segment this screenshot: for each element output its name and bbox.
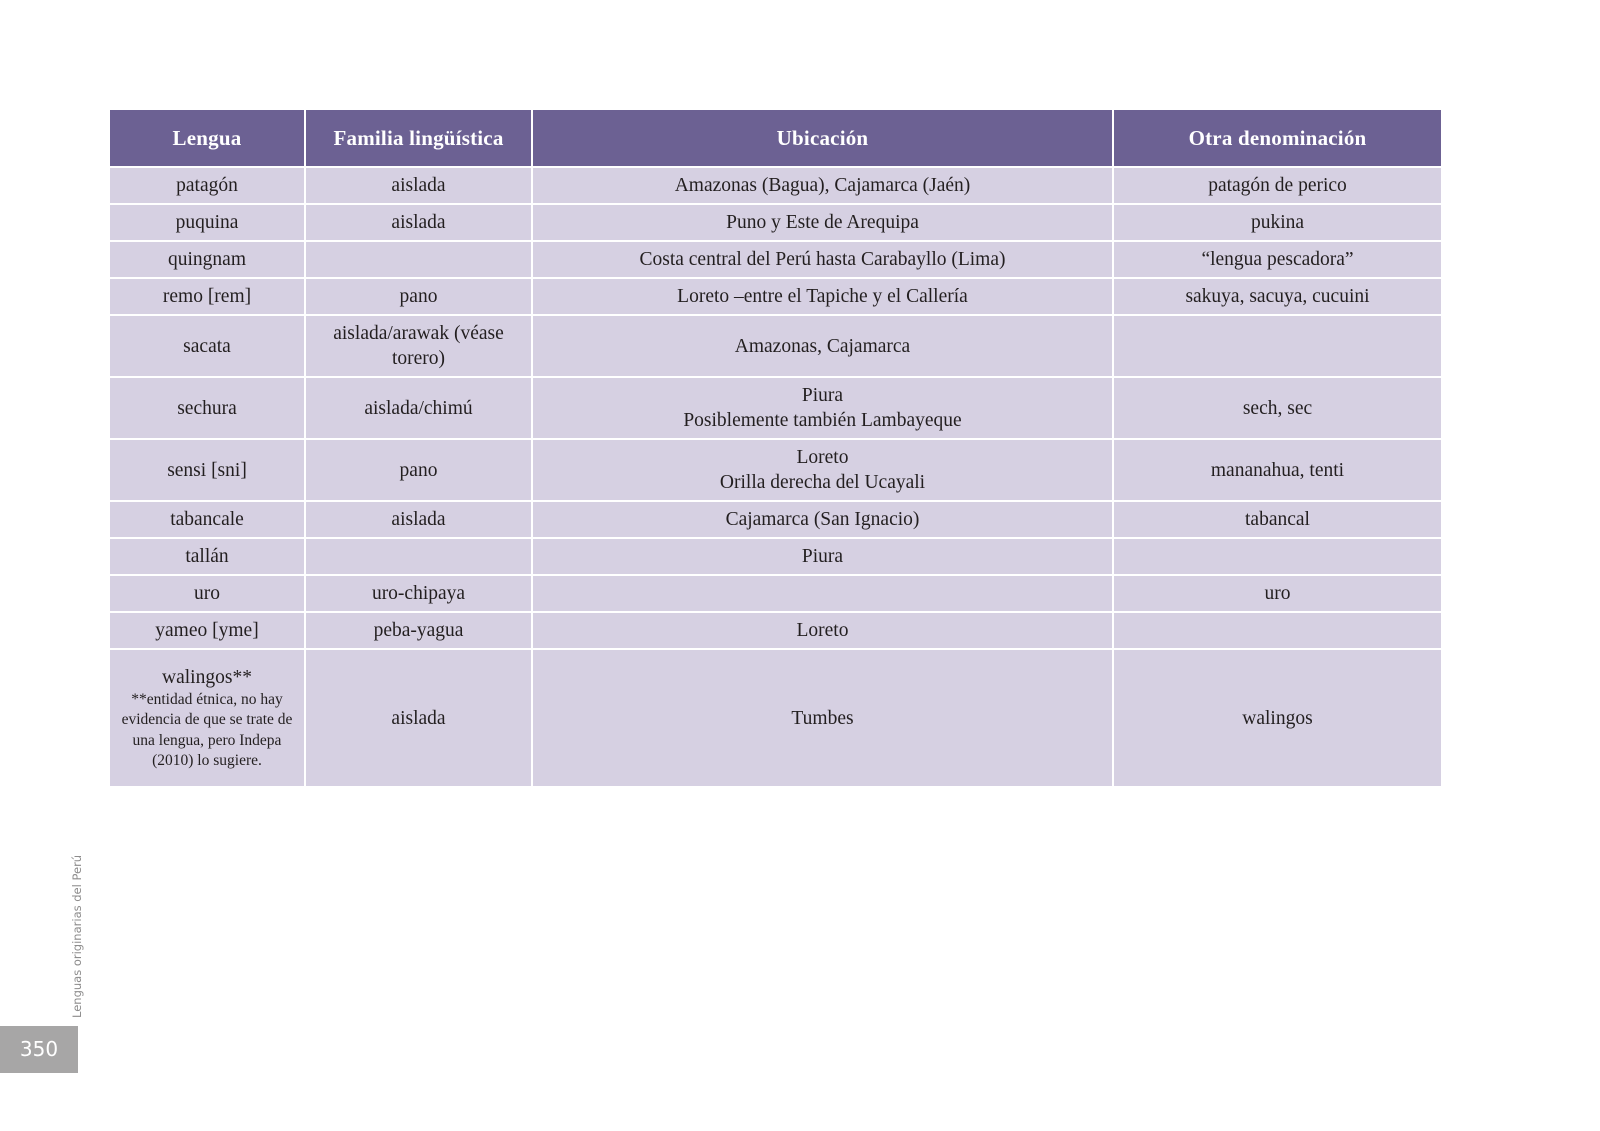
- cell-ubicacion: Tumbes: [532, 649, 1113, 787]
- cell-ubicacion: Puno y Este de Arequipa: [532, 204, 1113, 241]
- cell-ubicacion: Amazonas, Cajamarca: [532, 315, 1113, 377]
- page-number: 350: [0, 1026, 78, 1073]
- cell-lengua: tabancale: [109, 501, 305, 538]
- table-row: [109, 612, 1442, 649]
- cell-otra: sakuya, sacuya, cucuini: [1113, 278, 1442, 315]
- cell-otra: [1113, 612, 1442, 649]
- cell-otra: mananahua, tenti: [1113, 439, 1442, 501]
- cell-familia: pano: [305, 439, 532, 501]
- table-row: [109, 278, 1442, 315]
- footnote-text: **entidad étnica, no hay evidencia de que se trate de una lengua, pero Indepa (2010) lo sugiere.: [121, 690, 293, 769]
- cell-otra: tabancal: [1113, 501, 1442, 538]
- cell-ubicacion: Loreto: [532, 612, 1113, 649]
- cell-familia: uro-chipaya: [305, 575, 532, 612]
- table-row: [109, 649, 1442, 787]
- cell-ubicacion: [532, 377, 1113, 439]
- cell-familia: [305, 538, 532, 575]
- cell-lengua: sensi [sni]: [109, 439, 305, 501]
- table-row: [109, 538, 1442, 575]
- cell-lengua: uro: [109, 575, 305, 612]
- cell-otra: [1113, 538, 1442, 575]
- table-row: [109, 377, 1442, 439]
- table-header-row: [109, 109, 1442, 167]
- cell-familia: pano: [305, 278, 532, 315]
- cell-otra: uro: [1113, 575, 1442, 612]
- header-familia: Familia lingüística: [305, 109, 532, 167]
- running-title: Lenguas originarias del Perú: [70, 854, 84, 1018]
- cell-ubicacion: [532, 439, 1113, 501]
- languages-table: [108, 108, 1443, 788]
- cell-ubicacion: [532, 575, 1113, 612]
- lengua-name: walingos**: [162, 666, 252, 688]
- table-row: [109, 204, 1442, 241]
- table-row: [109, 167, 1442, 204]
- cell-otra: pukina: [1113, 204, 1442, 241]
- cell-familia: aislada: [305, 204, 532, 241]
- cell-familia: aislada: [305, 649, 532, 787]
- header-ubicacion: Ubicación: [532, 109, 1113, 167]
- header-otra-denominacion: Otra denominación: [1113, 109, 1442, 167]
- cell-familia: peba-yagua: [305, 612, 532, 649]
- cell-ubicacion: Amazonas (Bagua), Cajamarca (Jaén): [532, 167, 1113, 204]
- table-row: [109, 575, 1442, 612]
- ubicacion-line: Posiblemente también Lambayeque: [683, 410, 962, 431]
- cell-familia: aislada: [305, 501, 532, 538]
- ubicacion-line: Orilla derecha del Ucayali: [719, 472, 926, 493]
- cell-lengua: sacata: [109, 315, 305, 377]
- cell-lengua: puquina: [109, 204, 305, 241]
- cell-familia: [305, 241, 532, 278]
- header-lengua: Lengua: [109, 109, 305, 167]
- cell-otra: sech, sec: [1113, 377, 1442, 439]
- cell-ubicacion: Costa central del Perú hasta Carabayllo (Lima): [532, 241, 1113, 278]
- cell-lengua: patagón: [109, 167, 305, 204]
- cell-lengua: [109, 649, 305, 787]
- cell-otra: [1113, 315, 1442, 377]
- ubicacion-line: Piura: [801, 385, 844, 406]
- cell-otra: walingos: [1113, 649, 1442, 787]
- cell-familia: aislada: [305, 167, 532, 204]
- cell-lengua: yameo [yme]: [109, 612, 305, 649]
- table-row: [109, 439, 1442, 501]
- cell-lengua: quingnam: [109, 241, 305, 278]
- cell-lengua: remo [rem]: [109, 278, 305, 315]
- table-row: [109, 501, 1442, 538]
- cell-ubicacion: Cajamarca (San Ignacio): [532, 501, 1113, 538]
- cell-lengua: sechura: [109, 377, 305, 439]
- cell-ubicacion: Piura: [532, 538, 1113, 575]
- table-row: [109, 241, 1442, 278]
- cell-otra: patagón de perico: [1113, 167, 1442, 204]
- cell-ubicacion: Loreto –entre el Tapiche y el Callería: [532, 278, 1113, 315]
- table-row: [109, 315, 1442, 377]
- cell-otra: “lengua pescadora”: [1113, 241, 1442, 278]
- ubicacion-line: Loreto: [796, 447, 849, 468]
- cell-lengua: tallán: [109, 538, 305, 575]
- cell-familia: aislada/chimú: [305, 377, 532, 439]
- cell-familia: aislada/arawak (véase torero): [305, 315, 532, 377]
